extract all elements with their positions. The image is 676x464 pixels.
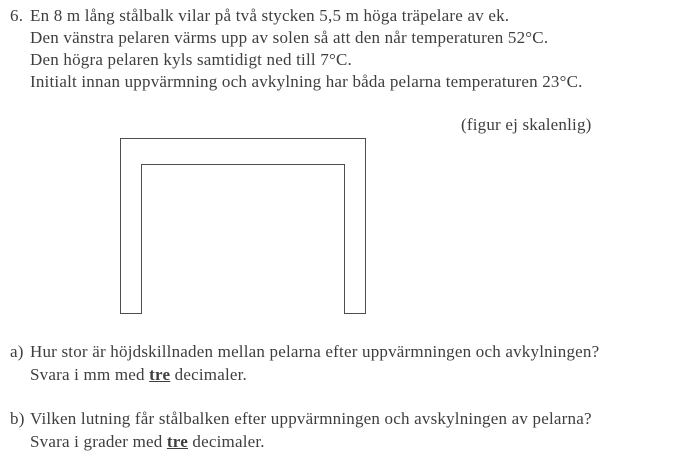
question-b-label: b) xyxy=(10,409,25,428)
question-a xyxy=(10,341,599,363)
problem-text-4: Initialt innan uppvärmning och avkylning har båda pelarna temperaturen 23°C. xyxy=(30,72,583,91)
problem-number: 6. xyxy=(10,6,24,25)
problem-line-3 xyxy=(30,49,352,71)
question-b-text: Vilken lutning får stålbalken efter uppvärmningen och avskylningen av pelarna? xyxy=(30,409,592,428)
question-a-answer-format: Svara i mm med tre decimaler. xyxy=(30,365,247,384)
problem-text-2: Den vänstra pelaren värms upp av solen så att den når temperaturen 52°C. xyxy=(30,28,549,47)
problem-line-2 xyxy=(30,27,548,49)
figure-scale-note: (figur ej skalenlig) xyxy=(461,115,592,134)
emphasis-tre: tre xyxy=(166,432,188,451)
steel-beam xyxy=(120,138,366,165)
question-b xyxy=(10,408,592,430)
emphasis-tre: tre xyxy=(149,365,171,384)
left-pillar xyxy=(120,164,142,314)
problem-line-4 xyxy=(30,71,583,93)
problem-line-1 xyxy=(10,5,509,27)
right-pillar xyxy=(344,164,366,314)
problem-text-3: Den högra pelaren kyls samtidigt ned till 7°C. xyxy=(30,50,352,69)
question-b-answer-format: Svara i grader med tre decimaler. xyxy=(30,432,265,451)
question-a-label: a) xyxy=(10,342,24,361)
problem-text-1: En 8 m lång stålbalk vilar på två stycken 5,5 m höga träpelare av ek. xyxy=(30,6,510,25)
question-a-text: Hur stor är höjdskillnaden mellan pelarna efter uppvärmningen och avkylningen? xyxy=(30,342,600,361)
